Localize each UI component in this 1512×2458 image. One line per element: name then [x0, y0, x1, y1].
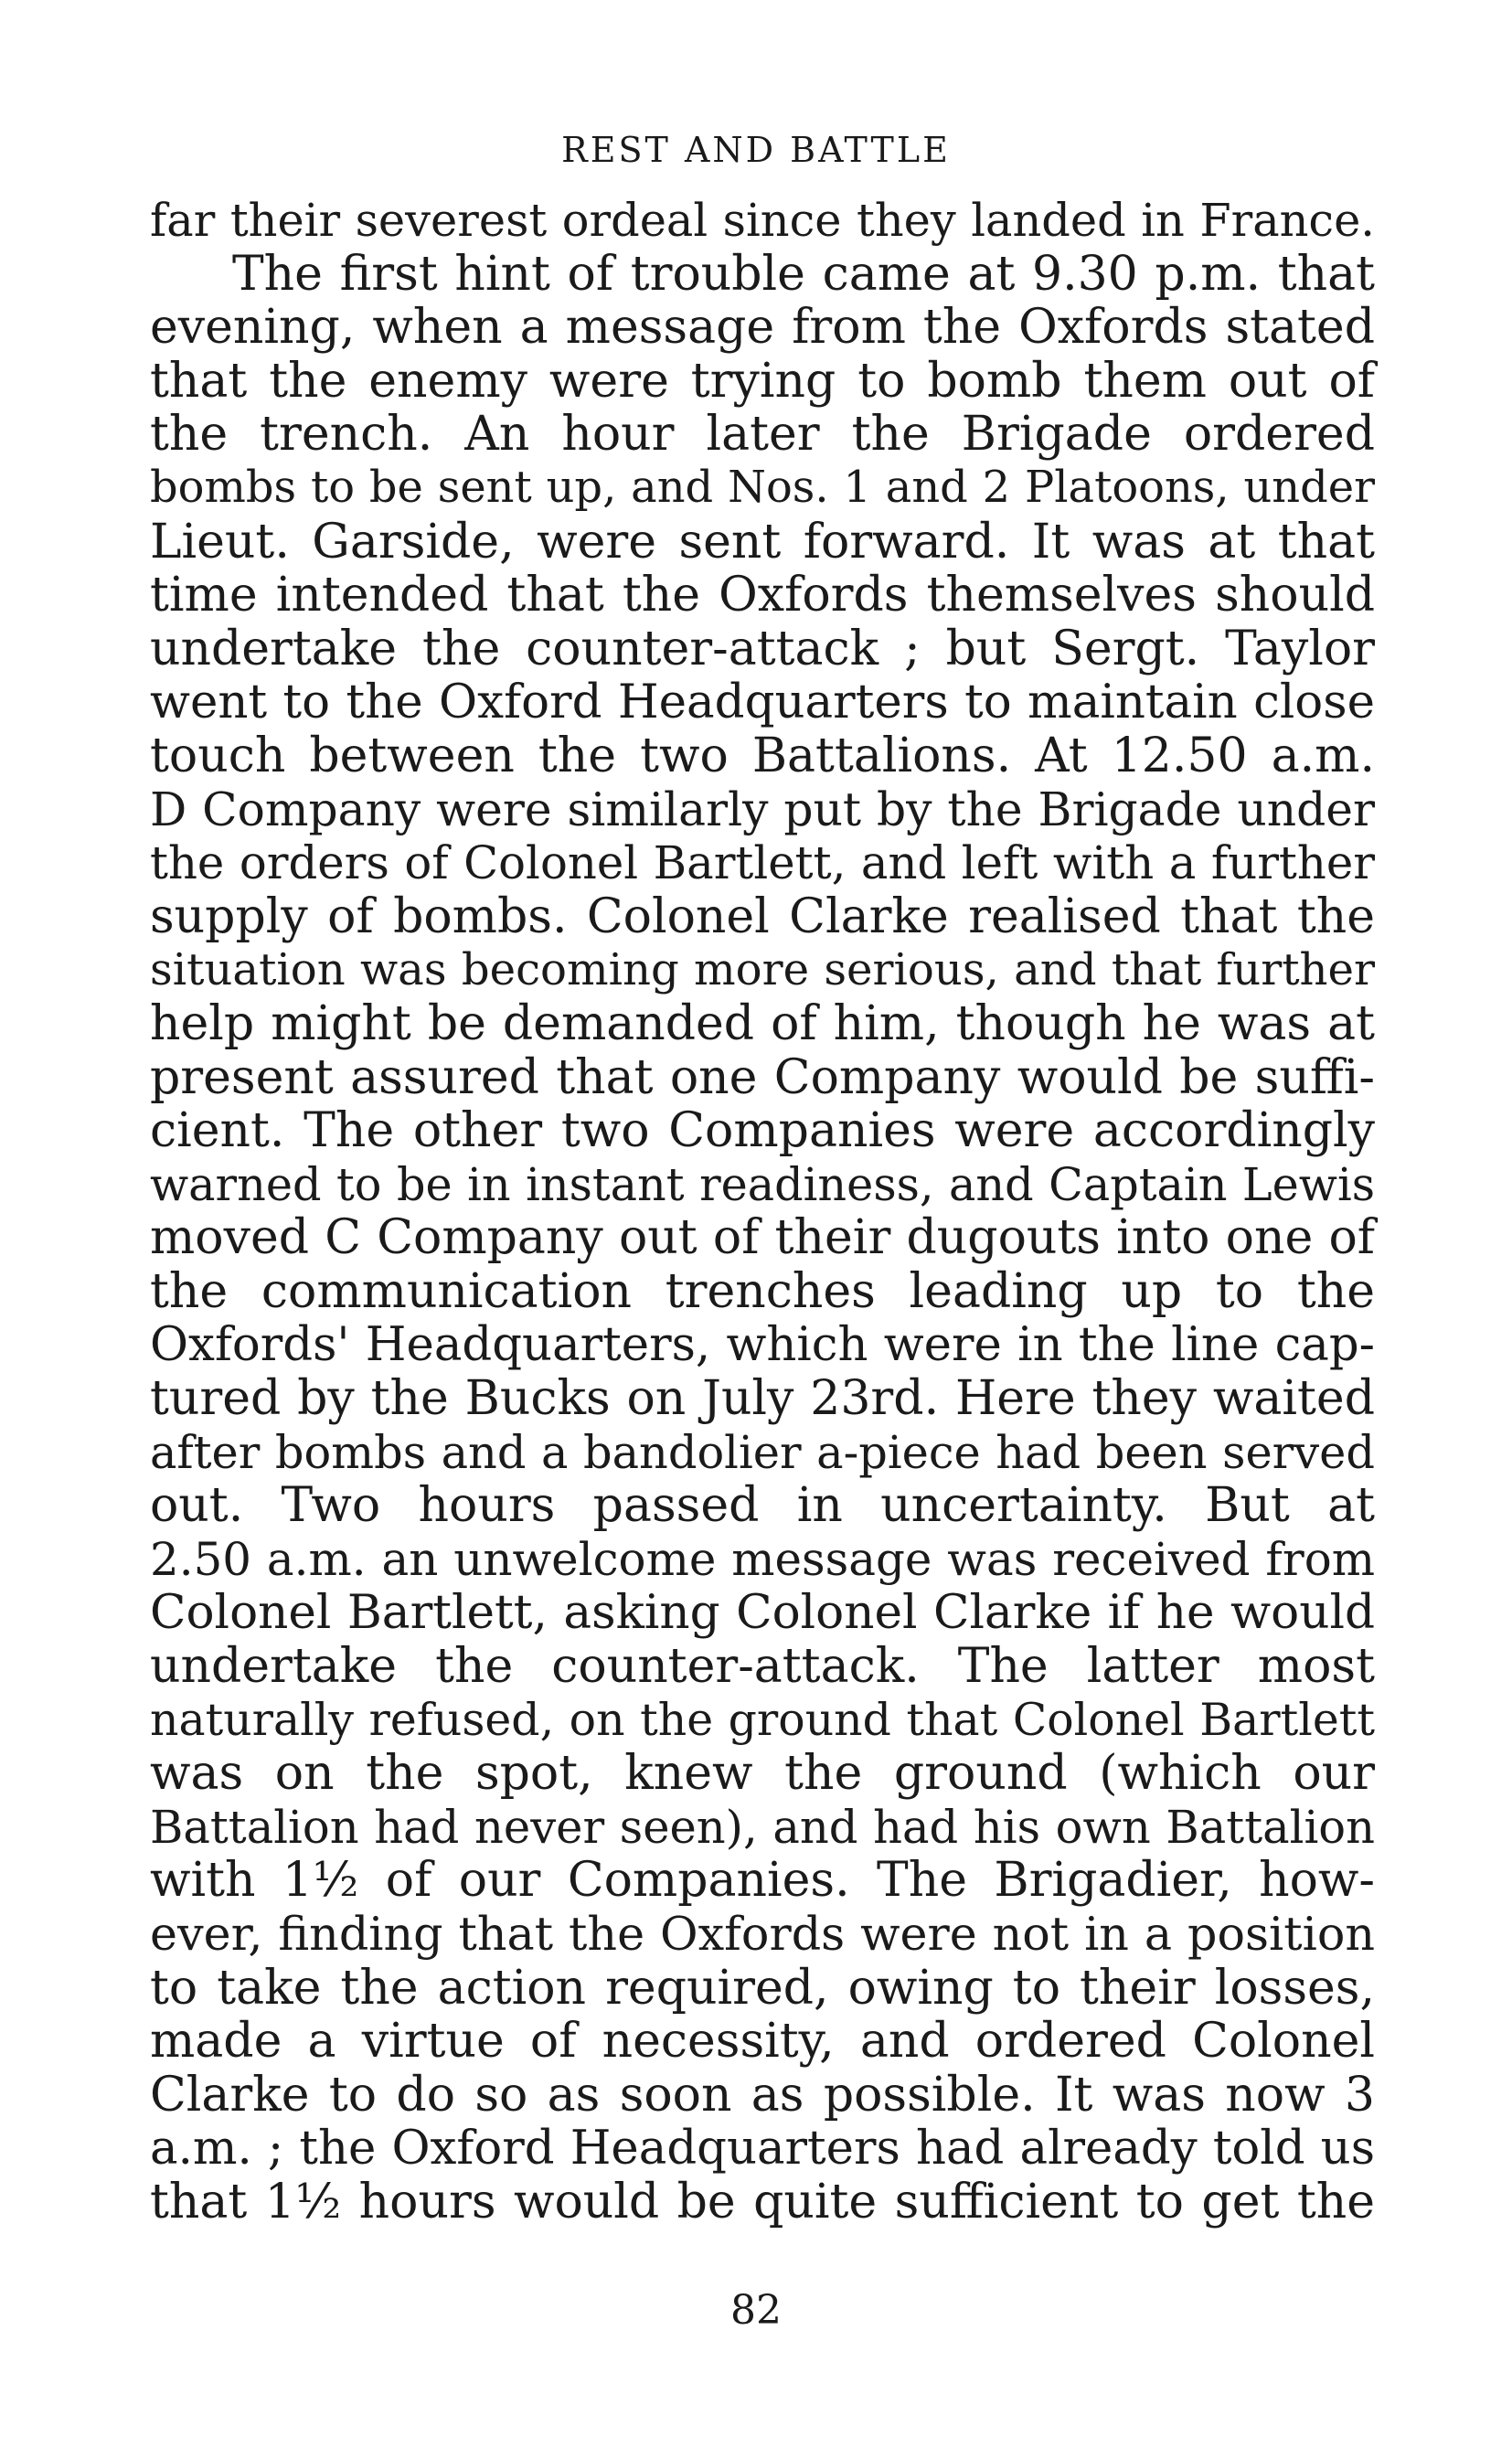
text-line: tured by the Bucks on July 23rd. Here they waited — [150, 1371, 1375, 1427]
text-line: that the enemy were trying to bomb them out of — [150, 353, 1375, 409]
text-line: made a virtue of necessity, and ordered Colonel — [150, 2014, 1375, 2070]
text-line: situation was becoming more serious, and that further — [150, 944, 1375, 996]
text-line: undertake the counter-attack. The latter most — [150, 1639, 1375, 1695]
text-line: time intended that the Oxfords themselves should — [150, 568, 1375, 623]
text-line: present assured that one Company would be suffi- — [150, 1049, 1375, 1105]
text-line: that 1½ hours would be quite sufficient to get the — [150, 2174, 1375, 2229]
text-line: The first hint of trouble came at 9.30 p.m. that — [232, 246, 1375, 302]
text-line: naturally refused, on the ground that Colonel Bartlett — [150, 1693, 1375, 1746]
text-line: D Company were similarly put by the Brigade under — [150, 782, 1375, 836]
text-line: a.m. ; the Oxford Headquarters had already told us — [150, 2121, 1375, 2176]
text-line: bombs to be sent up, and Nos. 1 and 2 Platoons, under — [150, 462, 1375, 513]
text-line: Oxfords' Headquarters, which were in the line cap- — [150, 1317, 1375, 1373]
text-line: Battalion had never seen), and had his own Battalion — [150, 1800, 1375, 1854]
text-line: evening, when a message from the Oxfords stated — [150, 300, 1375, 356]
text-line: help might be demanded of him, though he was at — [150, 995, 1375, 1051]
text-line: was on the spot, knew the ground (which our — [150, 1746, 1375, 1802]
text-line: Colonel Bartlett, asking Colonel Clarke if he would — [150, 1585, 1375, 1641]
text-line: the orders of Colonel Bartlett, and left with a further — [150, 836, 1375, 890]
text-line: went to the Oxford Headquarters to maintain close — [150, 675, 1375, 730]
text-line: Lieut. Garside, were sent forward. It was at that — [150, 514, 1375, 569]
text-line: the trench. An hour later the Brigade ordered — [150, 407, 1375, 463]
text-line: cient. The other two Companies were accordingly — [150, 1103, 1375, 1159]
text-line: with 1½ of our Companies. The Brigadier, how- — [150, 1853, 1375, 1909]
text-line: moved C Company out of their dugouts into one of — [150, 1210, 1375, 1266]
text-line: Clarke to do so as soon as possible. It was now 3 — [150, 2067, 1375, 2123]
text-line: ever, finding that the Oxfords were not in a position — [150, 1907, 1375, 1961]
text-line: after bombs and a bandolier a-piece had been served — [150, 1425, 1375, 1479]
text-line: to take the action required, owing to their losses, — [150, 1960, 1375, 2016]
text-line: supply of bombs. Colonel Clarke realised that the — [150, 888, 1375, 944]
text-line: touch between the two Battalions. At 12.50 a.m. — [150, 728, 1375, 783]
page-number: 82 — [730, 2287, 782, 2334]
text-line: 2.50 a.m. an unwelcome message was received from — [150, 1532, 1375, 1586]
body-text — [150, 194, 1375, 2229]
text-line: out. Two hours passed in uncertainty. But at — [150, 1478, 1375, 1534]
text-line: far their severest ordeal since they landed in France. — [150, 194, 1375, 247]
running-head: REST AND BATTLE — [561, 130, 951, 170]
text-line: undertake the counter-attack ; but Sergt. Taylor — [150, 621, 1375, 676]
text-line: the communication trenches leading up to the — [150, 1263, 1375, 1319]
text-line: warned to be in instant readiness, and Captain Lewis — [150, 1157, 1375, 1211]
